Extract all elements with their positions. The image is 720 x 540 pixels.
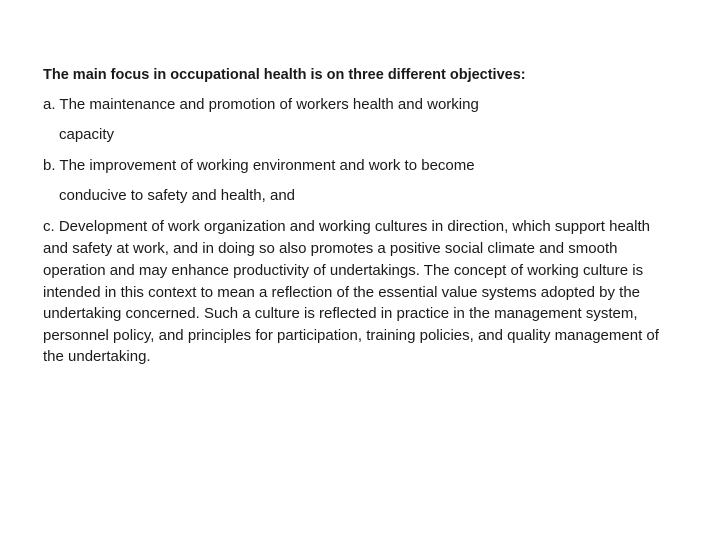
objective-c-line-3: operation and may enhance productivity of undertakings. The concept of working culture is [43, 262, 644, 279]
objective-c-line-4: intended in this context to mean a reflection of the essential value systems adopted by the [43, 284, 641, 301]
objective-c-line-6: personnel policy, and principles for participation, training policies, and quality management of [43, 327, 659, 344]
objective-c-line-7: the undertaking. [43, 348, 151, 365]
objective-c-line-5: undertaking concerned. Such a culture is reflected in practice in the management system, [43, 305, 638, 322]
slide-heading: The main focus in occupational health is on three different objectives: [43, 67, 526, 83]
objective-a-line-2: capacity [59, 126, 115, 143]
objective-c-line-1: c. Development of work organization and working cultures in direction, which support health [43, 218, 650, 235]
objective-a-line-1: a. The maintenance and promotion of workers health and working [43, 96, 479, 113]
objective-c-line-2: and safety at work, and in doing so also promotes a positive social climate and smooth [43, 240, 618, 257]
objective-b-line-2: conducive to safety and health, and [59, 187, 296, 204]
objective-b-line-1: b. The improvement of working environment and work to become [43, 157, 475, 174]
